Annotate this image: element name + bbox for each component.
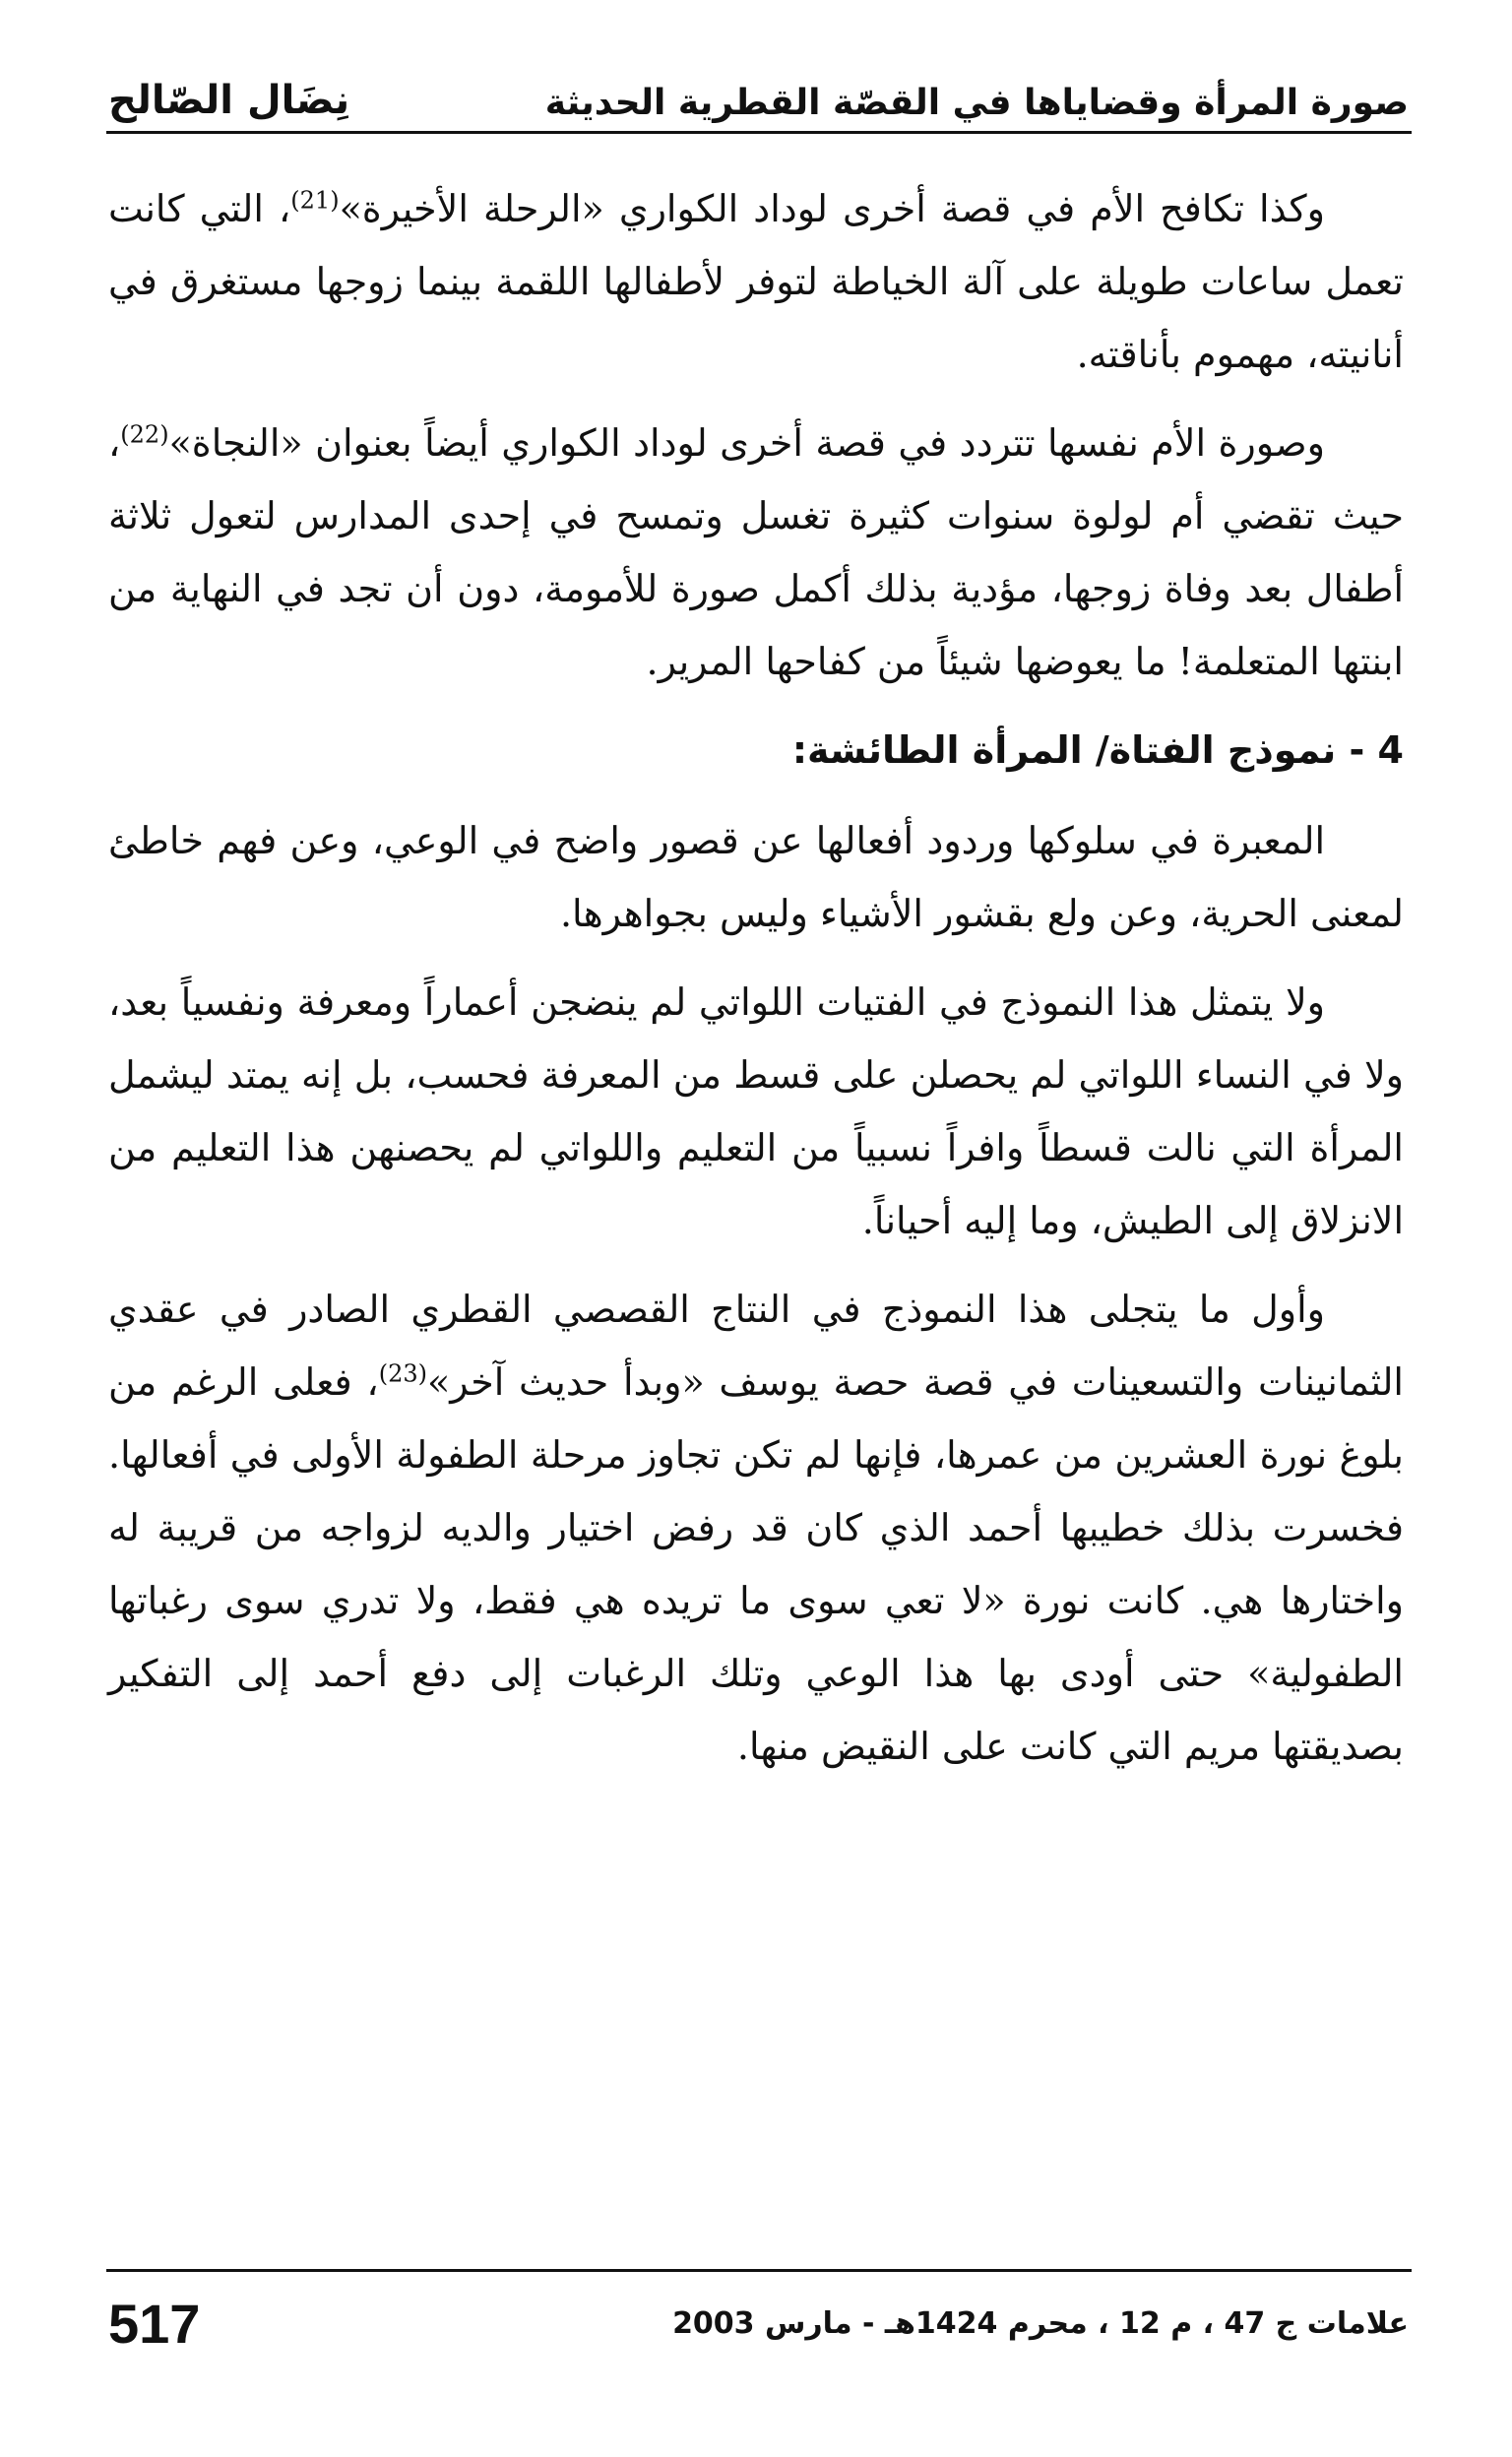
paragraph-5-text: وأول ما يتجلى هذا النموذج في النتاج القصصي القطري الصادر في عقدي الثمانينات والتسعينات في قصة حصة يوسف «وبدأ حديث آخر» <box>108 1288 1404 1404</box>
article-body <box>108 172 1404 1798</box>
running-title: صورة المرأة وقضاياها في القصّة القطرية الحديثة <box>544 83 1409 123</box>
paragraph-1-rest: ، التي كانت تعمل ساعات طويلة على آلة الخياطة لتوفر لأطفالها اللقمة بينما زوجها مستغرق في أنانيته، مهموم بأناقته. <box>108 187 1404 376</box>
paragraph-2 <box>108 407 1404 698</box>
paragraph-5 <box>108 1273 1404 1783</box>
page-footer <box>108 2294 1409 2353</box>
author-name: نِضَال الصّالح <box>108 78 350 123</box>
footnote-ref-21: (21) <box>290 186 340 215</box>
header-rule <box>106 131 1412 134</box>
paragraph-1-text: وكذا تكافح الأم في قصة أخرى لوداد الكواري «الرحلة الأخيرة» <box>339 187 1325 230</box>
journal-citation: علامات ج 47 ، م 12 ، محرم 1424هـ - مارس 2003 <box>672 2305 1409 2341</box>
page-number: 517 <box>108 2292 201 2355</box>
paragraph-1 <box>108 172 1404 391</box>
running-header <box>108 54 1409 123</box>
paragraph-3: المعبرة في سلوكها وردود أفعالها عن قصور واضح في الوعي، وعن فهم خاطئ لمعنى الحرية، وعن ولع بقشور الأشياء وليس بجواهرها. <box>108 819 1404 935</box>
paragraph-4: ولا يتمثل هذا النموذج في الفتيات اللواتي لم ينضجن أعماراً ومعرفة ونفسياً بعد، ولا في النساء اللواتي لم يحصلن على قسط من المعرفة فحسب، بل إنه يمتد ليشمل المرأة التي نالت قسطاً وافراً نسبياً من التعليم واللواتي لم يحصنهن هذا التعليم من الانزلاق إلى الطيش، وما إليه أحياناً. <box>108 980 1404 1242</box>
footnote-ref-22: (22) <box>120 420 169 449</box>
paragraph-2-text: وصورة الأم نفسها تتردد في قصة أخرى لوداد الكواري أيضاً بعنوان «النجاة» <box>168 421 1325 465</box>
footer-rule <box>106 2269 1412 2272</box>
paragraph-2-rest: ، حيث تقضي أم لولوة سنوات كثيرة تغسل وتمسح في إحدى المدارس لتعول ثلاثة أطفال بعد وفاة زوجها، مؤدية بذلك أكمل صورة للأمومة، دون أن تجد في النهاية من ابنتها المتعلمة! ما يعوضها شيئاً من كفاحها المرير. <box>108 421 1404 683</box>
paragraph-5-rest: ، فعلى الرغم من بلوغ نورة العشرين من عمرها، فإنها لم تكن تجاوز مرحلة الطفولة الأولى في أفعالها. فخسرت بذلك خطيبها أحمد الذي كان قد رفض اختيار والديه لزواجه من قريبة له واختارها هي. كانت نورة «لا تعي سوى ما تريده هي فقط، ولا تدري سوى رغباتها الطفولية» حتى أودى بها هذا الوعي وتلك الرغبات إلى دفع أحمد إلى التفكير بصديقتها مريم التي كانت على النقيض منها. <box>108 1360 1404 1768</box>
footnote-ref-23: (23) <box>378 1359 427 1388</box>
section-heading: 4 - نموذج الفتاة/ المرأة الطائشة: <box>791 728 1404 772</box>
